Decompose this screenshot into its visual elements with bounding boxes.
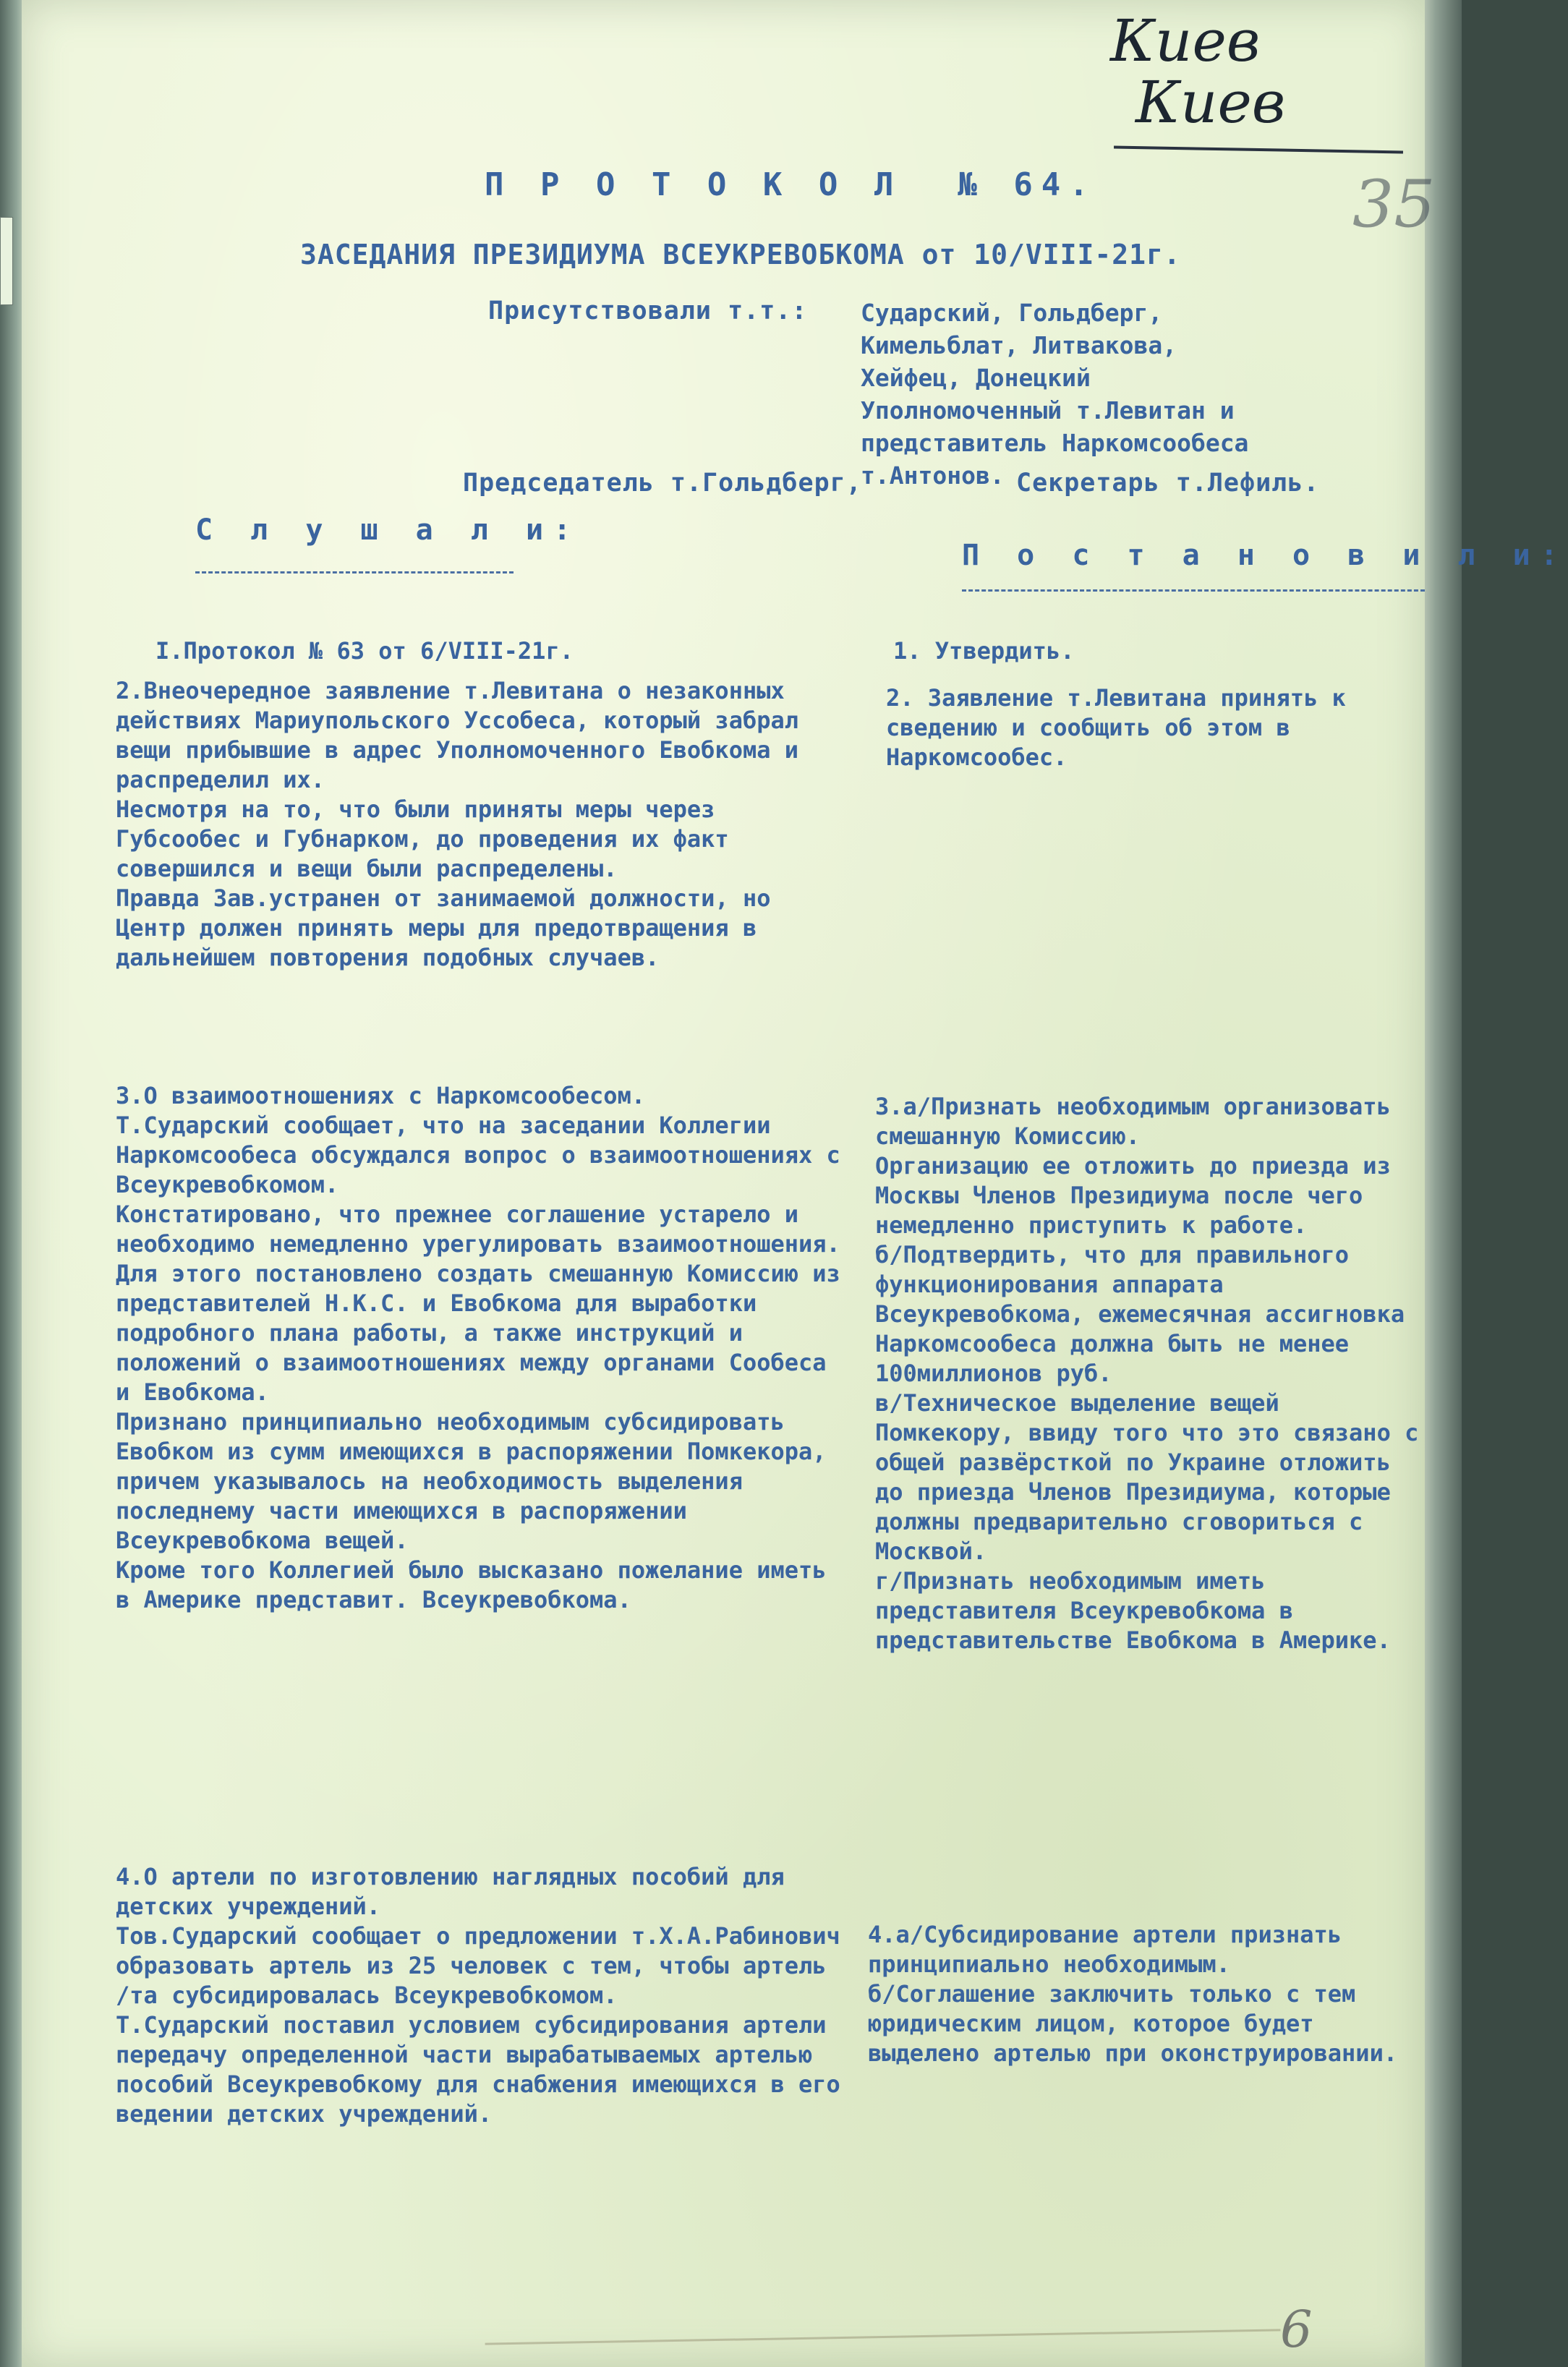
folio-number: 35 (1352, 166, 1436, 242)
heard-item-2-para-3: Правда Зав.устранен от занимаемой должности, но Центр должен принять меры для предотвращения в дальнейшем повторения подобных случаев. (116, 884, 771, 971)
resolved-item-3-para-2: Организацию ее отложить до приезда из Москвы Членов Президиума после чего немедленно приступить к работе. (875, 1152, 1391, 1239)
resolved-item-4 (868, 1920, 1418, 2068)
heard-item-4-para-3: Т.Сударский поставил условием субсидирования артели передачу определенной части вырабатываемых артелью пособий Всеукревобкому для снабжения имеющихся в его ведении детских учреждений. (116, 2011, 840, 2128)
heard-item-2-para-1: 2.Внеочередное заявление т.Левитана о незаконных действиях Мариупольского Уссобеса, который забрал вещи прибывшие в адрес Уполномоченного Евобкома и распределил их. (116, 677, 799, 793)
handwritten-city-note-1: Киев (1110, 7, 1261, 74)
heard-item-4-para-2: Тов.Сударский сообщает о предложении т.Х.А.Рабинович образовать артель из 25 человек с тем, чтобы артель /та субсидировалась Всеукревобкомом. (116, 1922, 840, 2009)
handwritten-underline (1114, 146, 1403, 154)
heard-item-2 (116, 676, 846, 973)
present-names: Сударский, Гольдберг, Кимельблат, Литвакова, Хейфец, Донецкий Уполномоченный т.Левитан и представитель Наркомсообеса т.Антонов. (861, 299, 1249, 490)
secretary-line: Секретарь т.Лефиль. (1016, 469, 1320, 498)
protocol-title: П Р О Т О К О Л № 64. (485, 166, 1097, 203)
resolved-item-4-para-1: 4.а/Субсидирование артели признать принципиально необходимым. (868, 1921, 1342, 1978)
heard-item-4-para-1: 4.О артели по изготовлению наглядных пособий для детских учреждений. (116, 1863, 785, 1920)
resolved-item-3-para-1: 3.а/Признать необходимым организовать смешанную Комиссию. (875, 1093, 1391, 1150)
heard-item-3-para-4: Для этого постановлено создать смешанную Комиссию из представителей Н.К.С. и Евобкома для выработки подробного плана работы, а также инструкций и положений о взаимоотношениях между органами Сообеса и Евобкома. (116, 1260, 840, 1406)
faded-bottom-handwriting (485, 2285, 1281, 2345)
resolved-heading: П о с т а н о в и л и: (962, 539, 1568, 572)
page-mark: 6 (1280, 2300, 1313, 2359)
heard-item-4 (116, 1862, 846, 2129)
handwritten-city-note-2: Киев (1135, 69, 1286, 136)
heard-item-2-para-2: Несмотря на то, что были приняты меры через Губсообес и Губнарком, до проведения их факт совершился и вещи были распределены. (116, 796, 729, 882)
adjacent-page-fragment (0, 217, 13, 305)
chairman-line: Председатель т.Гольдберг, (463, 469, 862, 498)
heard-item-1 (155, 636, 806, 666)
resolved-heading-underline (962, 589, 1425, 592)
protocol-subtitle: ЗАСЕДАНИЯ ПРЕЗИДИУМА ВСЕУКРЕВОБКОМА от 10/VIII-21г. (300, 239, 1181, 270)
heard-item-3-para-2: Т.Сударский сообщает, что на заседании Коллегии Наркомсообеса обсуждался вопрос о взаимоотношениях с Всеукревобкомом. (116, 1112, 840, 1198)
heard-item-3-para-6: Кроме того Коллегией было высказано пожелание иметь в Америке представит. Всеукревобкома. (116, 1556, 827, 1613)
resolved-item-3-para-5: г/Признать необходимым иметь представителя Всеукревобкома в представительстве Евобкома в Америке. (875, 1567, 1391, 1654)
resolved-item-2 (886, 683, 1414, 772)
document-sheet (22, 0, 1568, 2367)
heard-heading: С л у ш а л и: (195, 513, 581, 547)
resolved-item-3 (875, 1092, 1432, 1655)
heard-item-3-para-1: 3.О взаимоотношениях с Наркомсообесом. (116, 1082, 646, 1109)
resolved-item-1 (893, 636, 1414, 666)
heard-item-3 (116, 1081, 846, 1615)
resolved-item-3-para-4: в/Техническое выделение вещей Помкекору, ввиду того что это связано с общей развёрсткой по Украине отложить до приезда Членов Президиума, которые должны предварительно сговориться с Москвой. (875, 1389, 1419, 1565)
resolved-item-1-text: 1. Утвердить. (893, 637, 1075, 665)
heard-item-3-para-3: Констатировано, что прежнее соглашение устарело и необходимо немедленно урегулировать взаимоотношения. (116, 1200, 840, 1258)
heard-item-1-text: I.Протокол № 63 от 6/VIII-21г. (155, 637, 574, 665)
heard-item-3-para-5: Признано принципиально необходимым субсидировать Евобком из сумм имеющихся в распоряжении Помкекора, причем указывалось на необходимость выделения последнему части имеющихся в распоряжении Всеукревобкома вещей. (116, 1408, 827, 1554)
present-label: Присутствовали т.т.: (488, 297, 808, 325)
resolved-item-3-para-3: б/Подтвердить, что для правильного функционирования аппарата Всеукревобкома, ежемесячная ассигновка Наркомсообеса должна быть не менее 100миллионов руб. (875, 1241, 1405, 1387)
heard-heading-underline (195, 571, 514, 573)
resolved-item-4-para-2: б/Соглашение заключить только с тем юридическим лицом, которое будет выделено артелью при оконструировании. (868, 1980, 1398, 2067)
resolved-item-2-text: 2. Заявление т.Левитана принять к сведению и сообщить об этом в Наркомсообес. (886, 684, 1346, 771)
